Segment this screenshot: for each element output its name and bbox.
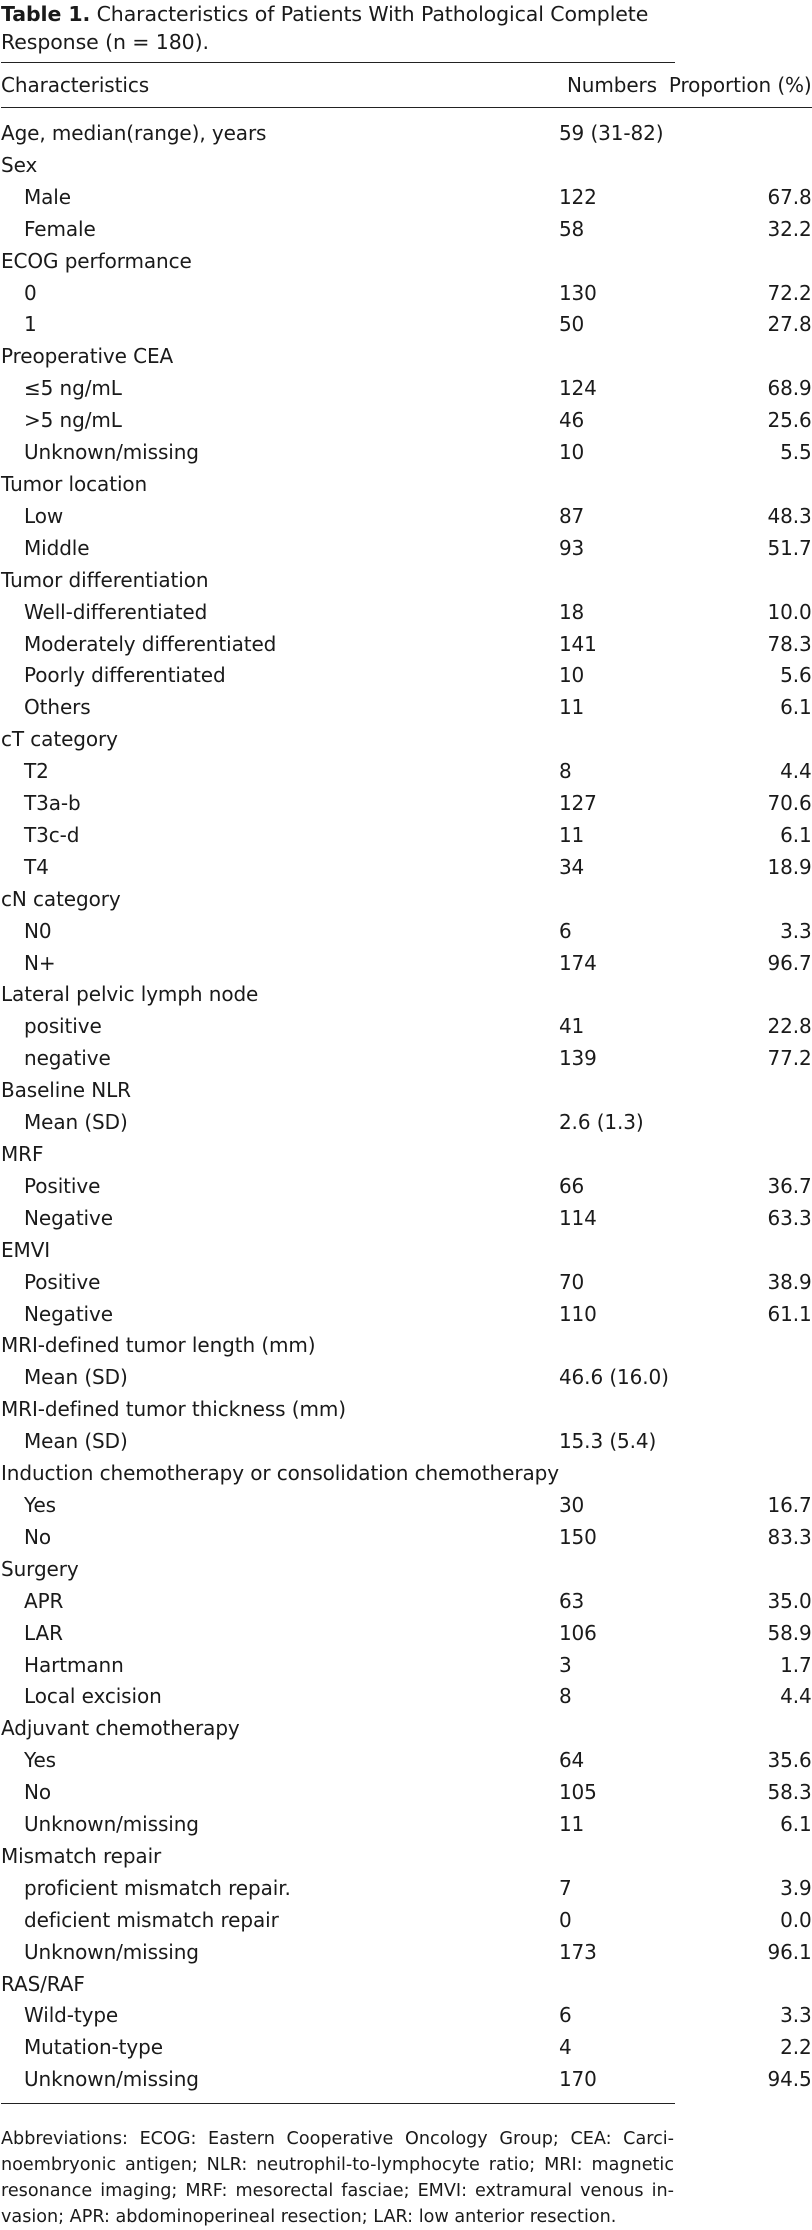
table-row-item (1, 533, 812, 565)
row-proportion (669, 1713, 812, 1745)
table-row-item (1, 1426, 812, 1458)
table-row-item (1, 660, 812, 692)
row-label: MRI-defined tumor thickness (mm) (1, 1397, 346, 1422)
table-row-category (1, 469, 812, 501)
row-number: 4 (558, 2035, 572, 2060)
row-label: Induction chemotherapy or consolidation chemotherapy (1, 1461, 559, 1486)
row-number: 0 (558, 1907, 572, 1932)
row-proportion (669, 469, 812, 501)
row-proportion: 67.8 (767, 184, 812, 209)
row-label: 1 (24, 312, 37, 337)
row-label: EMVI (1, 1237, 51, 1262)
table-row-item (1, 1809, 812, 1841)
row-proportion (669, 565, 812, 597)
row-label: Negative (24, 1205, 113, 1230)
row-label: Age, median(range), years (1, 121, 267, 145)
row-proportion (669, 108, 812, 150)
row-number (559, 246, 669, 278)
row-label: T3c-d (24, 822, 80, 847)
row-label: ECOG performance (1, 248, 192, 273)
header-numbers: Numbers (566, 73, 657, 97)
row-proportion: 63.3 (767, 1205, 812, 1230)
row-proportion (669, 150, 812, 182)
table-row-item (1, 1362, 812, 1394)
row-label: Unknown/missing (24, 1812, 199, 1837)
row-proportion: 96.7 (767, 950, 812, 975)
row-label: Positive (24, 1173, 101, 1198)
row-proportion (669, 1075, 812, 1107)
row-proportion: 83.3 (767, 1524, 812, 1549)
table-row-category (1, 1394, 812, 1426)
row-proportion: 32.2 (767, 216, 812, 241)
row-label: Middle (24, 535, 90, 560)
row-number: 30 (558, 1492, 585, 1517)
row-label: LAR (24, 1620, 63, 1645)
row-proportion (669, 1426, 812, 1458)
row-number: 130 (558, 280, 597, 305)
table-row-item (1, 437, 812, 469)
row-number (559, 1458, 669, 1490)
row-label: Sex (1, 152, 38, 177)
table-row-item (1, 629, 812, 661)
row-number (559, 1841, 669, 1873)
row-number: 8 (558, 759, 572, 784)
row-number: 110 (558, 1301, 597, 1326)
row-proportion: 0.0 (780, 1907, 812, 1932)
row-proportion: 10.0 (767, 599, 812, 624)
row-proportion: 16.7 (767, 1492, 812, 1517)
row-label: Mismatch repair (1, 1843, 162, 1868)
row-proportion: 70.6 (767, 791, 812, 816)
table-row-category (1, 724, 812, 756)
row-proportion (669, 1458, 812, 1490)
row-number: 46.6 (16.0) (558, 1365, 669, 1390)
row-label: MRF (1, 1142, 44, 1166)
table-row-item (1, 1937, 812, 1969)
row-proportion: 3.3 (780, 2003, 812, 2028)
row-label: Preoperative CEA (1, 344, 174, 369)
row-proportion (669, 1394, 812, 1426)
table-row-item (1, 373, 812, 405)
row-number (559, 469, 669, 501)
row-proportion (669, 1139, 812, 1171)
row-proportion (669, 1969, 812, 2001)
row-label: Mean (SD) (24, 1429, 128, 1454)
row-proportion: 2.2 (780, 2035, 812, 2060)
table-row-item (1, 1777, 812, 1809)
row-number: 11 (558, 695, 585, 720)
row-label: deficient mismatch repair (24, 1907, 279, 1932)
table-footnote: Abbreviations: ECOG: Eastern Cooperative Oncology Group; CEA: Carci-noembryonic antigen; NLR: neutrophil-to-lymphocyte ratio; MRI: magnetic resonance imaging; MRF: mesorectal fasciae; EMVI: extramural venous in-vasion; APR: abdominoperineal resection; LAR: low anterior resection. (1, 2129, 674, 2228)
row-proportion: 4.4 (780, 759, 812, 784)
row-label: T2 (24, 759, 49, 784)
row-number (559, 979, 669, 1011)
row-proportion: 6.1 (780, 1812, 812, 1837)
row-proportion: 6.1 (780, 695, 812, 720)
table-row-item (1, 948, 812, 980)
row-proportion: 58.9 (767, 1620, 812, 1645)
row-number (559, 565, 669, 597)
row-label: Unknown/missing (24, 440, 199, 465)
row-proportion: 68.9 (767, 376, 812, 401)
table-row-category (1, 1075, 812, 1107)
table-row-item (1, 1043, 812, 1075)
table-row-category (1, 884, 812, 916)
row-number (559, 1330, 669, 1362)
row-proportion (669, 1235, 812, 1267)
row-proportion (669, 246, 812, 278)
table-row-item (1, 1745, 812, 1777)
row-number: 105 (558, 1780, 597, 1805)
row-label: T4 (24, 854, 49, 879)
row-proportion: 18.9 (767, 854, 812, 879)
table-caption (1, 0, 675, 56)
row-number: 70 (558, 1269, 585, 1294)
row-number: 6 (558, 2003, 572, 2028)
table-row-item (1, 788, 812, 820)
row-number: 141 (558, 631, 597, 656)
row-number: 3 (558, 1652, 572, 1677)
row-proportion: 3.3 (780, 918, 812, 943)
row-label: proficient mismatch repair. (24, 1875, 291, 1900)
row-proportion: 25.6 (767, 408, 812, 433)
table-row-item (1, 501, 812, 533)
row-label: Surgery (1, 1556, 79, 1581)
row-label: APR (24, 1588, 64, 1613)
table-row-category (1, 565, 812, 597)
table-row-item (1, 214, 812, 246)
row-label: Positive (24, 1269, 101, 1294)
table-title: Characteristics of Patients With Pathological Complete Response (n = 180). (1, 2, 649, 54)
row-proportion: 3.9 (780, 1875, 812, 1900)
row-number (559, 1235, 669, 1267)
table-row-item (1, 2032, 812, 2064)
table-row-item (1, 1267, 812, 1299)
table-row-item (1, 1203, 812, 1235)
row-number: 41 (558, 1014, 585, 1039)
row-number: 34 (558, 854, 585, 879)
row-label: Low (24, 503, 64, 528)
row-number: 63 (558, 1588, 585, 1613)
table-row-item (1, 2000, 812, 2032)
row-label: positive (24, 1014, 102, 1039)
row-number: 93 (558, 535, 585, 560)
table-row-category (1, 341, 812, 373)
row-number (559, 724, 669, 756)
row-number: 173 (558, 1939, 597, 1964)
table-row-item (1, 1107, 812, 1139)
row-number: 150 (558, 1524, 597, 1549)
table-row-item (1, 852, 812, 884)
row-label: Mean (SD) (24, 1365, 128, 1390)
row-label: Yes (24, 1748, 56, 1773)
row-label: N+ (24, 950, 56, 975)
table-row-item (1, 1905, 812, 1937)
row-label: Male (24, 184, 71, 209)
row-number: 122 (558, 184, 597, 209)
row-label: Local excision (24, 1684, 162, 1709)
row-proportion (669, 341, 812, 373)
row-number (559, 1969, 669, 2001)
row-proportion (669, 979, 812, 1011)
table-row-item (1, 182, 812, 214)
row-label: cT category (1, 727, 118, 752)
row-number: 11 (558, 1812, 585, 1837)
row-proportion: 22.8 (767, 1014, 812, 1039)
row-proportion: 51.7 (767, 535, 812, 560)
row-proportion: 35.0 (767, 1588, 812, 1613)
row-proportion: 96.1 (767, 1939, 812, 1964)
row-number (559, 1075, 669, 1107)
row-number: 50 (558, 312, 585, 337)
row-number: 2.6 (1.3) (558, 1110, 644, 1135)
row-proportion: 61.1 (767, 1301, 812, 1326)
row-proportion: 58.3 (767, 1780, 812, 1805)
table-row-category (1, 1139, 812, 1171)
row-label: Baseline NLR (1, 1078, 131, 1103)
table-label: Table 1. (1, 2, 91, 26)
row-label: Mean (SD) (24, 1110, 128, 1135)
row-number: 46 (558, 408, 585, 433)
row-number (559, 884, 669, 916)
row-label: Tumor differentiation (1, 567, 209, 592)
row-label: Poorly differentiated (24, 663, 226, 688)
row-number (559, 1554, 669, 1586)
row-number: 10 (558, 663, 585, 688)
row-label: Moderately differentiated (24, 631, 277, 656)
row-number: 59 (31-82) (558, 121, 664, 145)
row-proportion (669, 884, 812, 916)
table-row-item (1, 1650, 812, 1682)
row-number: 114 (558, 1205, 597, 1230)
row-label: Adjuvant chemotherapy (1, 1716, 240, 1741)
row-label: Yes (24, 1492, 56, 1517)
row-number: 7 (558, 1875, 572, 1900)
row-proportion (669, 724, 812, 756)
row-label: No (24, 1524, 51, 1549)
table-row-item (1, 1171, 812, 1203)
header-row (1, 63, 812, 107)
table-row-category (1, 108, 812, 150)
row-number (559, 150, 669, 182)
row-label: >5 ng/mL (24, 408, 122, 433)
table-body (1, 108, 812, 2096)
row-proportion: 48.3 (767, 503, 812, 528)
header-characteristics: Characteristics (1, 73, 150, 97)
row-label: ≤5 ng/mL (24, 376, 122, 401)
row-label: Unknown/missing (24, 2067, 199, 2092)
row-number: 8 (558, 1684, 572, 1709)
row-proportion: 38.9 (767, 1269, 812, 1294)
table-row-item (1, 405, 812, 437)
row-proportion: 27.8 (767, 312, 812, 337)
table-row-item (1, 916, 812, 948)
table-row-category (1, 1554, 812, 1586)
table-row-category (1, 246, 812, 278)
row-number: 87 (558, 503, 585, 528)
row-label: T3a-b (24, 791, 81, 816)
row-label: Others (24, 695, 91, 720)
row-label: Female (24, 216, 96, 241)
table-row-item (1, 278, 812, 310)
row-proportion: 5.5 (780, 440, 812, 465)
row-label: Unknown/missing (24, 1939, 199, 1964)
row-number: 10 (558, 440, 585, 465)
row-proportion (669, 1554, 812, 1586)
row-label: negative (24, 1046, 111, 1071)
row-proportion (669, 1107, 812, 1139)
row-label: Tumor location (1, 471, 148, 496)
row-label: Well-differentiated (24, 599, 208, 624)
header-proportion: Proportion (%) (668, 73, 812, 97)
table-row-item (1, 1873, 812, 1905)
row-number: 127 (558, 791, 597, 816)
table-row-category (1, 1330, 812, 1362)
row-number (559, 1713, 669, 1745)
table-row-item (1, 1011, 812, 1043)
row-number: 170 (558, 2067, 597, 2092)
table-row-item (1, 2064, 812, 2096)
row-label: Wild-type (24, 2003, 119, 2028)
row-proportion (669, 1362, 812, 1394)
table-row-category (1, 1713, 812, 1745)
row-number (559, 1394, 669, 1426)
row-proportion: 1.7 (780, 1652, 812, 1677)
row-number: 124 (558, 376, 597, 401)
row-label: Negative (24, 1301, 113, 1326)
row-proportion: 94.5 (767, 2067, 812, 2092)
row-number: 58 (558, 216, 585, 241)
table-row-category (1, 979, 812, 1011)
row-proportion (669, 1841, 812, 1873)
table-row-item (1, 1490, 812, 1522)
table-row-item (1, 1299, 812, 1331)
characteristics-table (1, 63, 812, 2096)
row-label: Mutation-type (24, 2035, 163, 2060)
row-label: N0 (24, 918, 52, 943)
row-label: cN category (1, 886, 121, 911)
row-label: Hartmann (24, 1652, 124, 1677)
row-number: 11 (558, 822, 585, 847)
row-number: 6 (558, 918, 572, 943)
row-label: 0 (24, 280, 37, 305)
table-row-item (1, 1681, 812, 1713)
table-row-item (1, 1618, 812, 1650)
row-label: Lateral pelvic lymph node (1, 982, 259, 1007)
row-proportion: 77.2 (767, 1046, 812, 1071)
table-row-category (1, 1235, 812, 1267)
row-number (559, 1139, 669, 1171)
row-proportion: 6.1 (780, 822, 812, 847)
row-number: 174 (558, 950, 597, 975)
row-number: 15.3 (5.4) (558, 1429, 657, 1454)
table-row-category (1, 1969, 812, 2001)
row-proportion: 4.4 (780, 1684, 812, 1709)
table-row-item (1, 309, 812, 341)
row-proportion: 36.7 (767, 1173, 812, 1198)
table-row-item (1, 1586, 812, 1618)
row-proportion: 5.6 (780, 663, 812, 688)
row-number: 64 (558, 1748, 585, 1773)
row-number (559, 341, 669, 373)
row-label: RAS/RAF (1, 1971, 85, 1996)
bottom-rule (1, 2103, 675, 2104)
table-row-item (1, 597, 812, 629)
table-row-item (1, 692, 812, 724)
table-row-category (1, 1841, 812, 1873)
row-label: No (24, 1780, 51, 1805)
row-number: 106 (558, 1620, 597, 1645)
table-row-category (1, 150, 812, 182)
row-proportion: 78.3 (767, 631, 812, 656)
row-label: MRI-defined tumor length (mm) (1, 1333, 316, 1358)
table-row-item (1, 820, 812, 852)
row-number: 139 (558, 1046, 597, 1071)
row-proportion: 35.6 (767, 1748, 812, 1773)
row-proportion (669, 1330, 812, 1362)
table-row-item (1, 1522, 812, 1554)
table-row-item (1, 756, 812, 788)
table-row-category (1, 1458, 812, 1490)
row-proportion: 72.2 (767, 280, 812, 305)
row-number: 66 (558, 1173, 585, 1198)
row-number: 18 (558, 599, 585, 624)
